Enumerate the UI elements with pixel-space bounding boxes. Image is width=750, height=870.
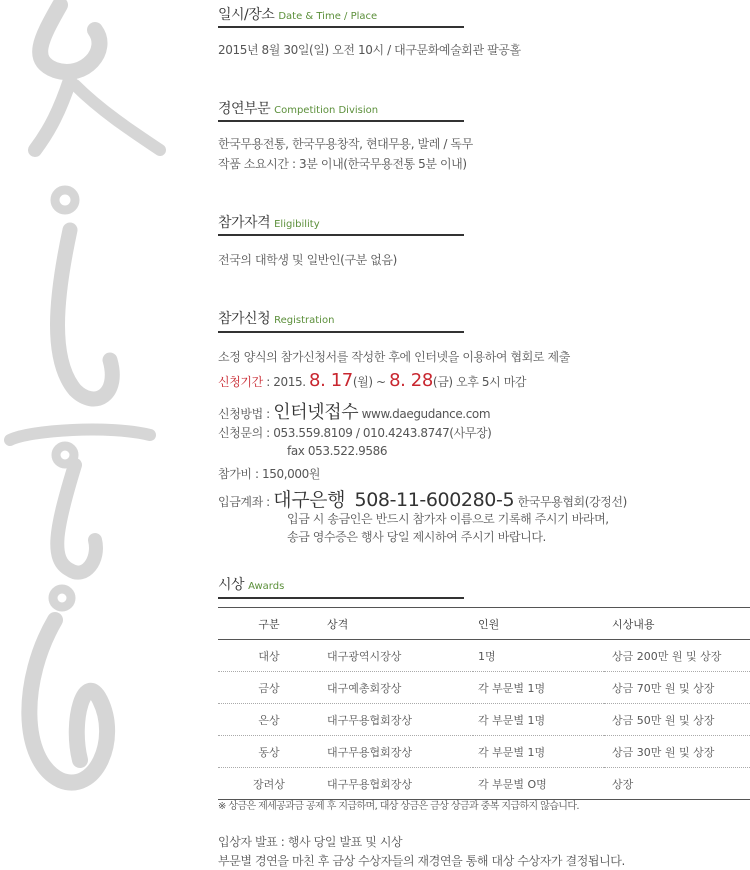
- account-note-1: 입금 시 송금인은 반드시 참가자 이름으로 기록해 주시기 바라며,: [287, 512, 609, 526]
- datetime-text: 2015년 8월 30일(일) 오전 10시 / 대구문화예술회관 팔공홀: [218, 43, 521, 57]
- section-subtitle: Competition Division: [274, 105, 379, 116]
- inquiry-phone: 053.559.8109 / 010.4243.8747(사무장): [273, 426, 492, 440]
- table-cell: 장려상: [218, 768, 320, 800]
- table-row: [218, 640, 750, 672]
- method-label: 신청방법 :: [218, 407, 274, 421]
- awards-table: [218, 607, 750, 800]
- section-subtitle: Awards: [248, 581, 285, 592]
- section-header-division: [218, 98, 378, 118]
- registration-inquiry: [218, 424, 491, 441]
- announcement-line-1: 입상자 발표 : 행사 당일 발표 및 시상: [218, 835, 403, 849]
- table-cell: 각 부문별 1명: [473, 672, 604, 704]
- table-header-row: [218, 608, 750, 640]
- table-cell: 1명: [473, 640, 604, 672]
- announcement-line-2: 부문별 경연을 마친 후 금상 수상자들의 재경연을 통해 대상 수상자가 결정됩니다.: [218, 854, 625, 868]
- period-end-date: 8. 28: [389, 370, 433, 391]
- method-online: 인터넷접수: [273, 402, 359, 423]
- registration-period: [218, 370, 526, 391]
- calligraphy-decoration: [0, 0, 200, 870]
- table-cell: 상금 70만 원 및 상장: [604, 672, 750, 704]
- account-holder: 한국무용협회(강정선): [514, 495, 627, 509]
- account-bank: 대구은행: [273, 489, 346, 511]
- table-cell: 대상: [218, 640, 320, 672]
- section-title: 시상: [218, 577, 245, 593]
- section-subtitle: Eligibility: [274, 219, 320, 230]
- period-label: 신청기간: [218, 375, 263, 389]
- table-row: [218, 736, 750, 768]
- table-cell: 상장: [604, 768, 750, 800]
- section-title: 참가신청: [218, 311, 271, 327]
- period-start-date: 8. 17: [309, 370, 353, 391]
- table-cell: 상금 30만 원 및 상장: [604, 736, 750, 768]
- section-rule: [218, 26, 464, 28]
- table-cell: 금상: [218, 672, 320, 704]
- section-rule: [218, 597, 464, 599]
- table-cell: 각 부문별 O명: [473, 768, 604, 800]
- table-cell: 대구무용협회장상: [320, 704, 473, 736]
- table-cell: 대구광역시장상: [320, 640, 473, 672]
- inquiry-label: 신청문의 :: [218, 426, 274, 440]
- division-time-limit: 작품 소요시간 : 3분 이내(한국무용전통 5분 이내): [218, 157, 467, 171]
- section-header-eligibility: [218, 212, 320, 232]
- section-title: 참가자격: [218, 215, 271, 231]
- table-cell: 동상: [218, 736, 320, 768]
- section-title: 경연부문: [218, 101, 271, 117]
- table-row: [218, 672, 750, 704]
- table-cell: 은상: [218, 704, 320, 736]
- registration-method: [218, 398, 490, 424]
- registration-account: [218, 485, 627, 512]
- registration-fee: 참가비 : 150,000원: [218, 467, 321, 481]
- header-count: 인원: [473, 608, 604, 640]
- table-cell: 대구무용협회장상: [320, 736, 473, 768]
- section-title: 일시/장소: [218, 7, 275, 23]
- period-year: : 2015.: [262, 375, 310, 389]
- period-start-day: (월) ~: [352, 375, 390, 389]
- section-rule: [218, 120, 464, 122]
- division-categories: 한국무용전통, 한국무용창작, 현대무용, 발레 / 독무: [218, 137, 473, 151]
- table-cell: 각 부문별 1명: [473, 704, 604, 736]
- section-rule: [218, 234, 464, 236]
- registration-intro: 소정 양식의 참가신청서를 작성한 후에 인터넷을 이용하여 협회로 제출: [218, 350, 570, 364]
- section-header-registration: [218, 308, 334, 328]
- section-subtitle: Date & Time / Place: [278, 11, 378, 22]
- awards-footnote: ※ 상금은 제세공과금 공제 후 지급하며, 대상 상금은 금상 상금과 중복 지급하지 않습니다.: [218, 801, 579, 812]
- table-row: [218, 704, 750, 736]
- section-header-awards: [218, 574, 284, 594]
- section-rule: [218, 331, 464, 333]
- header-category: 구분: [218, 608, 320, 640]
- table-cell: 각 부문별 1명: [473, 736, 604, 768]
- section-header-datetime: [218, 4, 377, 24]
- table-cell: 상금 50만 원 및 상장: [604, 704, 750, 736]
- header-award: 상격: [320, 608, 473, 640]
- eligibility-text: 전국의 대학생 및 일반인(구분 없음): [218, 253, 397, 267]
- inquiry-fax: fax 053.522.9586: [287, 444, 388, 458]
- table-row: [218, 768, 750, 800]
- period-end-day: (금) 오후 5시 마감: [432, 375, 527, 389]
- account-label: 입금계좌 :: [218, 495, 274, 509]
- table-cell: 상금 200만 원 및 상장: [604, 640, 750, 672]
- header-prize: 시상내용: [604, 608, 750, 640]
- account-number: 508-11-600280-5: [354, 489, 515, 511]
- section-subtitle: Registration: [274, 315, 335, 326]
- method-url-link[interactable]: www.daegudance.com: [358, 407, 491, 421]
- table-cell: 대구무용협회장상: [320, 768, 473, 800]
- account-note-2: 송금 영수증은 행사 당일 제시하여 주시기 바랍니다.: [287, 530, 546, 544]
- table-cell: 대구예총회장상: [320, 672, 473, 704]
